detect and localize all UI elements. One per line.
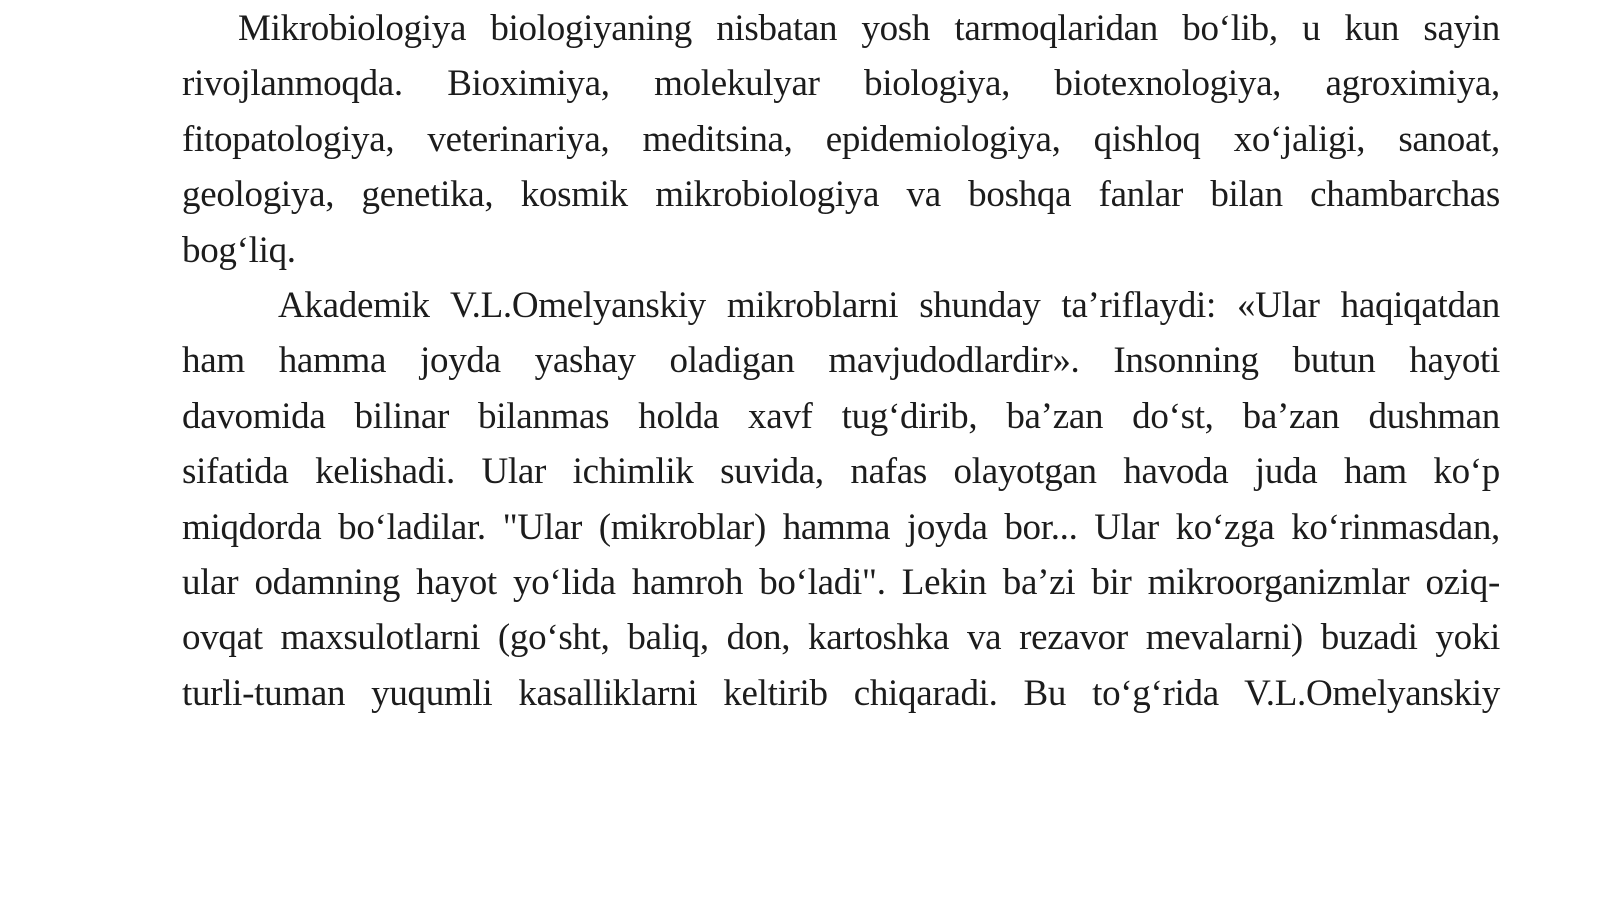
text-line: Mikrobiologiya biologiyaning nisbatan yosh tarmoqlaridan bo‘lib, u kun sayin <box>238 8 1500 49</box>
text-line: ovqat maxsulotlarni (go‘sht, baliq, don, kartoshka va rezavor mevalarni) buzadi yoki <box>182 617 1500 659</box>
text-line: geologiya, genetika, kosmik mikrobiologiya va boshqa fanlar bilan chambarchas <box>182 174 1500 216</box>
text-line: miqdorda bo‘ladilar. "Ular (mikroblar) hamma joyda bor... Ular ko‘zga ko‘rinmasdan, <box>182 506 1500 548</box>
text-line: ular odamning hayot yo‘lida hamroh bo‘ladi". Lekin ba’zi bir mikroorganizmlar oziq- <box>182 561 1500 603</box>
text-line: fitopatologiya, veterinariya, meditsina, epidemiologiya, qishloq xo‘jaligi, sanoat, <box>182 118 1500 160</box>
text-line: Akademik V.L.Omelyanskiy mikroblarni shunday ta’riflaydi: «Ular haqiqatdan <box>278 284 1500 326</box>
text-line: ham hamma joyda yashay oladigan mavjudodlardir». Insonning butun hayoti <box>182 340 1500 382</box>
document-page <box>182 0 1500 721</box>
text-line: davomida bilinar bilanmas holda xavf tug‘dirib, ba’zan do‘st, ba’zan dushman <box>182 395 1500 437</box>
text-line: bog‘liq. <box>182 229 296 271</box>
text-line: rivojlanmoqda. Bioximiya, molekulyar biologiya, biotexnologiya, agroximiya, <box>182 63 1500 105</box>
paragraph-1 <box>182 1 1500 278</box>
text-line: sifatida kelishadi. Ular ichimlik suvida, nafas olayotgan havoda juda ham ko‘p <box>182 451 1500 493</box>
paragraph-2 <box>182 278 1500 721</box>
text-line: turli-tuman yuqumli kasalliklarni keltirib chiqaradi. Bu to‘g‘rida V.L.Omelyanskiy <box>182 672 1500 714</box>
